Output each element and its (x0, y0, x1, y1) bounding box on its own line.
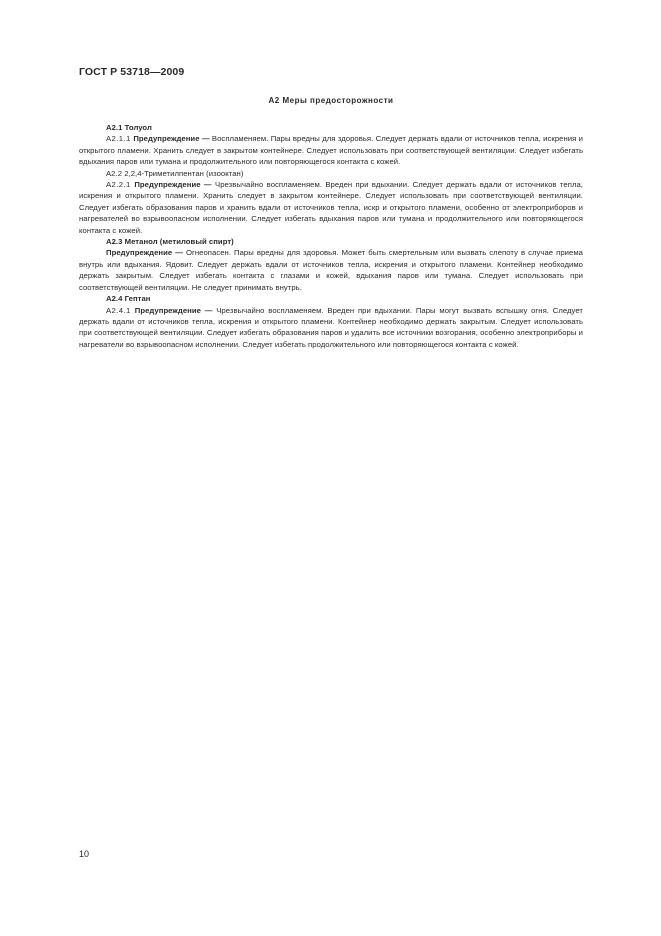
paragraph-a2-2-1 (79, 179, 583, 236)
warning-label: Предупреждение — (133, 134, 210, 144)
document-header: ГОСТ Р 53718—2009 (79, 66, 185, 78)
heading-a2-3: А2.3 Метанол (метиловый спирт) (106, 237, 234, 247)
warning-label: Предупреждение — (134, 305, 213, 315)
paragraph-text: Чрезвычайно воспламеняем. Вреден при вдыхании. Пары могут вызвать вспышку огня. Следует держать вдали от источников тепла, искрения и открытого пламени. Контейнер необходимо держать закрытым. Следует использовать при соответствующей вентиляции. Следует избегать образования паров и удалить все источники возгорания, особенно электроприборы и нагреватели во взрывоопасном исполнении. Следует избегать продолжительного или повторяющегося контакта с кожей. (79, 305, 584, 349)
clause-number: А2.4.1 (106, 305, 135, 315)
paragraph-a2-1-1 (79, 133, 583, 167)
warning-label: Предупреждение — (134, 180, 212, 190)
clause-number: А2.1.1 (106, 134, 134, 144)
paragraph-a2-4-1 (79, 305, 583, 351)
clause-number: А2.2.1 (106, 180, 135, 190)
paragraph-a2-3 (79, 247, 583, 293)
page-number: 10 (79, 849, 90, 859)
warning-label: Предупреждение — (106, 248, 183, 258)
paragraph-text: Чрезвычайно воспламеняем. Вреден при вдыхании. Следует держать вдали от источников тепла, искрения и открытого пламени. Хранить следует в закрытом контейнере. Следует использовать при соответствующей вентиляции. Следует избегать образования паров и хранить вдали от источников тепла, искр и открытого пламени, особенно от электроприборов и нагревателей во взрывоопасном исполнении. Следует избегать вдыхания паров или тумана и продолжительного или повторяющегося контакта с кожей. (79, 180, 583, 235)
heading-a2-2: А2.2 2,2,4-Триметилпентан (изооктан) (106, 168, 244, 178)
document-body (79, 122, 583, 350)
paragraph-text: Огнеопасен. Пары вредны для здоровья. Может быть смертельным или вызвать слепоту в случае приема внутрь или вдыхания. Ядовит. Следует держать вдали от источников тепла, искрения и открытого пламени. Контейнер необходимо держать закрытым. Следует избегать контакта с глазами и кожей, вдыхания паров или тумана. Следует использовать при соответствующей вентиляции. Не следует принимать внутрь. (79, 248, 583, 292)
section-title: А2 Меры предосторожности (268, 96, 394, 105)
paragraph-text: Воспламеняем. Пары вредны для здоровья. Следует держать вдали от источников тепла, искрения и открытого пламени. Хранить следует в закрытом контейнере. Следует использовать при соответствующей вентиляции. Следует избегать вдыхания паров или тумана и продолжительного или повторяющегося контакта с кожей. (79, 134, 583, 167)
heading-a2-4: А2.4 Гептан (106, 294, 151, 304)
heading-a2-1: А2.1 Толуол (106, 123, 152, 132)
